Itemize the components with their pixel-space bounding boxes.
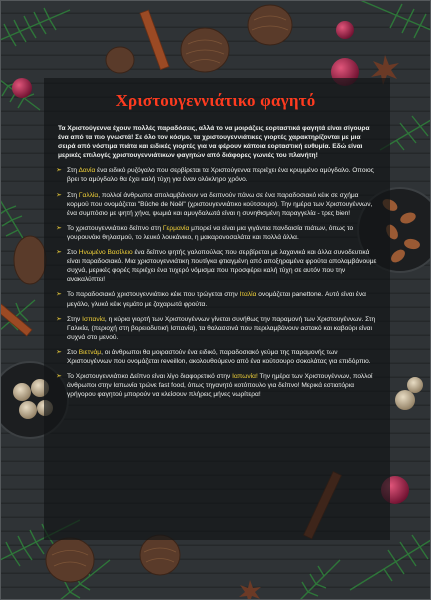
list-item: ➣ Το παραδοσιακό χριστουγεννιάτικο κέικ που τρώγεται στην Ιταλία ονομάζεται panettone. Αυτό είναι ένα μεγάλο, γλυκό κέικ γεμάτο με ζαχαρωτά φρούτα. — [56, 291, 366, 308]
yellow-arrow-icon: ➣ — [56, 224, 62, 232]
country-name: Ισπανία — [82, 315, 105, 323]
yellow-arrow-icon: ➣ — [56, 249, 62, 257]
country-name: Δανία — [78, 167, 96, 175]
document-body — [56, 124, 378, 405]
yellow-arrow-icon: ➣ — [56, 373, 62, 381]
country-name: Γαλλία — [78, 191, 99, 199]
country-name: Ιαπωνία! — [232, 373, 258, 381]
yellow-arrow-icon: ➣ — [56, 315, 62, 323]
list-item: ➣ Το χριστουγεννιάτικο δείπνο στη Γερμανία μπορεί να είναι μια γιγάντια πανδαισία πιάτων, όπως το γουρουνάκι θηλασμού, το λευκό λουκάνικο, η μακαρονοσαλάτα και πολλά άλλα. — [56, 224, 354, 241]
yellow-arrow-icon: ➣ — [56, 191, 62, 199]
list-item: ➣ Στο Βιετνάμ, οι άνθρωποι θα μοιραστούν ένα ειδικό, παραδοσιακό γεύμα της παραμονής των Χριστουγέννων που ονομάζεται reveillon, ακολουθούμενο από ένα κούτσουρο σοκολάτας για επιδόρπιο. — [56, 348, 371, 365]
page-title: Χριστουγεννιάτικο φαγητό — [115, 91, 316, 110]
list-item: ➣ Το Χριστουγεννιάτικο Δείπνο είναι λίγο διαφορετικό στην Ιαπωνία! Την ημέρα των Χριστουγέννων, πολλοί άνθρωποι στην Ιαπωνία τρώνε fast food, όπως τηγανητό κοτόπουλο για δείπνο! Μερικά εστιατόρια γρήγορου φαγητού μπορούν να κλείσουν πλήρεις μήνες νωρίτερα! — [56, 373, 373, 399]
country-name: Γερμανία — [162, 224, 190, 232]
yellow-arrow-icon: ➣ — [56, 348, 62, 356]
list-item: ➣ Στο Ηνωμένο Βασίλειο ένα δείπνο ψητής γαλοπούλας που σερβίρεται με λαχανικά και άλλα συνοδευτικά είναι παραδοσιακό. Μια χριστουγεννιάτικη πουτίγκα φτιαγμένη από αποξηραμένα φρούτα απολαμβάνουμε συχνά, μερικές φορές περιέχει ένα τυχερό νόμισμα που προσφέρει καλή τύχη σε αυτόν που την ανακαλύπτει! — [56, 249, 377, 284]
list-item: ➣ Στη Γαλλία, πολλοί άνθρωποι απολαμβάνουν να δειπνούν πάνω σε ένα παραδοσιακό κέικ σε σχήμα κορμού που ονομάζεται "Bûche de Noël" (χριστουγεννιάτικο κούτσουρο). Την ημέρα των Χριστουγέννων, ένα συμπόσιο με ψητή χήνα, ψωμιά και αμυγδαλωτά είναι η συνηθισμένη παραγγελία - τρες bien! — [56, 191, 373, 217]
country-name: Ιταλία — [239, 291, 257, 299]
intro-paragraph: Τα Χριστούγεννα έχουν πολλές παραδόσεις, αλλά το να μοιράζεις εορταστικά φαγητά είναι σίγουρα ένα από τα πιο γνωστά! Σε όλο τον κόσμο, τα χριστουγεννιάτικες γιορτές χαρακτηρίζονται με μια σειρά από νόστιμα πιάτα και ειδικές γιορτές για να φέρουν κάποια εορταστική ευθυμία. Εδώ είναι μερικές επιλογές χριστουγεννιάτικων φαγητών από διάφορες γωνιές του πλανήτη! — [58, 125, 370, 160]
yellow-arrow-icon: ➣ — [56, 291, 62, 299]
yellow-arrow-icon: ➣ — [56, 167, 62, 175]
list-item: ➣ Στη Δανία ένα ειδικό ρυζόγαλο που σερβίρεται τα Χριστούγεννα περιέχει ένα κρυμμένο αμύγδαλο. Οποιος βρει το αμύγδαλο θα έχει καλή τύχη για έναν ολόκληρο χρόνο. — [56, 167, 374, 184]
country-name: Ηνωμένο Βασίλειο — [78, 249, 133, 257]
list-item: ➣ Στην Ισπανία, η κύρια γιορτή των Χριστουγέννων γίνεται συνήθως την παραμονή των Χριστουγέννων. Στη Γαλικία, (περιοχή στη βορειοδυτική Ισπανία), τα θαλασσινά που περιλαμβάνουν αστακό και καβούρι είναι συχνά στο μενού. — [56, 315, 376, 341]
country-name: Βιετνάμ — [78, 348, 102, 356]
